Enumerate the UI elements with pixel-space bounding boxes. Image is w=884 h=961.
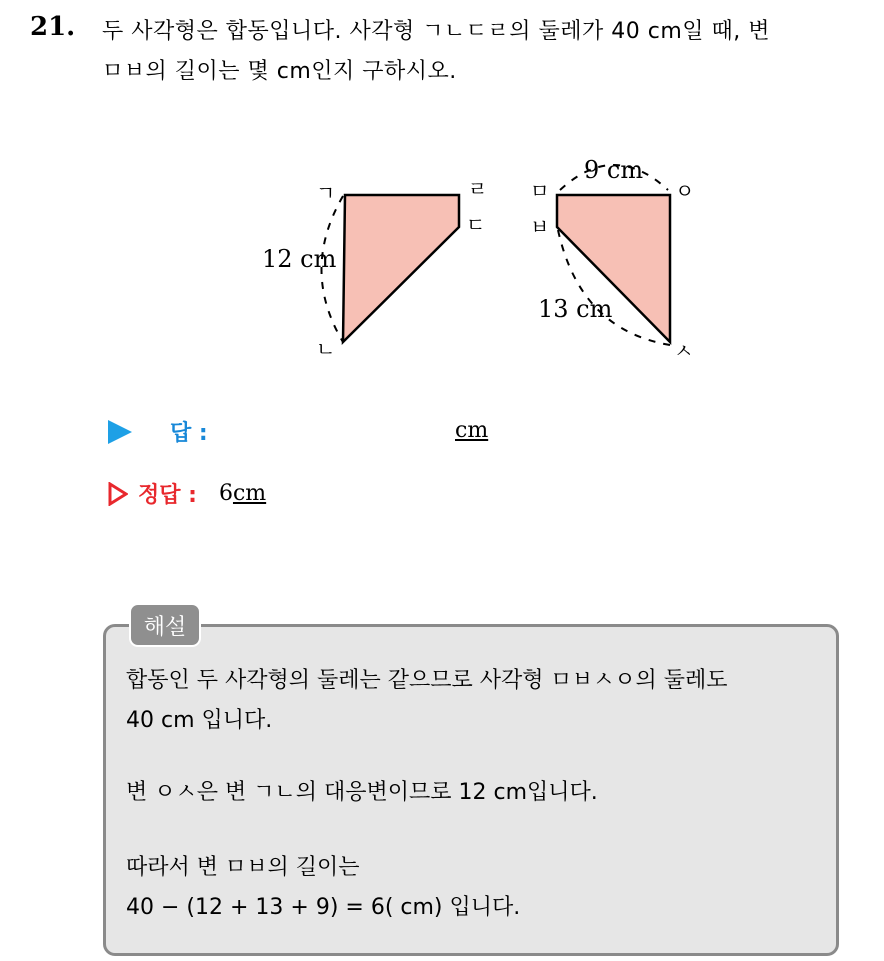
correct-answer-row	[108, 478, 266, 509]
measure-13cm: 13 cm	[538, 295, 613, 323]
label-giyeok: ㄱ	[316, 181, 336, 205]
correct-answer-value	[219, 481, 266, 506]
correct-answer-label: 정답 :	[138, 483, 197, 508]
solution-line5: 40 − (12 + 13 + 9) = 6( cm) 입니다.	[126, 895, 521, 920]
question-number: 21.	[30, 12, 76, 42]
label-digeut: ㄷ	[466, 213, 486, 237]
solution-line4: 따라서 변 ㅁㅂ의 길이는	[126, 855, 360, 880]
quadrilateral-giyeok	[343, 195, 459, 342]
answer-label: 답 :	[170, 421, 208, 446]
answer-row	[108, 416, 208, 447]
solution-line1: 합동인 두 사각형의 둘레는 같으므로 사각형 ㅁㅂㅅㅇ의 둘레도	[126, 668, 728, 693]
label-rieul: ㄹ	[468, 177, 488, 201]
question-text-line1: 두 사각형은 합동입니다. 사각형 ㄱㄴㄷㄹ의 둘레가 40 cm일 때, 변	[102, 19, 770, 44]
solution-tag: 해설	[129, 603, 201, 647]
solution-line2: 40 cm 입니다.	[126, 708, 273, 733]
correct-value-unit: cm	[232, 481, 267, 506]
measure-9cm: 9 cm	[584, 156, 644, 184]
solution-line3: 변 ㅇㅅ은 변 ㄱㄴ의 대응변이므로 12 cm입니다.	[126, 780, 598, 805]
play-triangle-icon	[108, 420, 132, 444]
label-nieun: ㄴ	[316, 337, 336, 361]
label-ieung: ㅇ	[675, 179, 695, 203]
outline-triangle-icon	[108, 482, 128, 506]
answer-blank-unit[interactable]: cm	[455, 418, 489, 443]
label-siot: ㅅ	[674, 339, 694, 363]
correct-value-number: 6	[218, 481, 233, 506]
congruent-quadrilaterals-figure	[0, 0, 884, 400]
question-text-line2: ㅁㅂ의 길이는 몇 cm인지 구하시오.	[102, 59, 457, 84]
measure-12cm: 12 cm	[262, 245, 337, 273]
label-bieup: ㅂ	[530, 215, 550, 239]
label-mieum: ㅁ	[530, 179, 550, 203]
